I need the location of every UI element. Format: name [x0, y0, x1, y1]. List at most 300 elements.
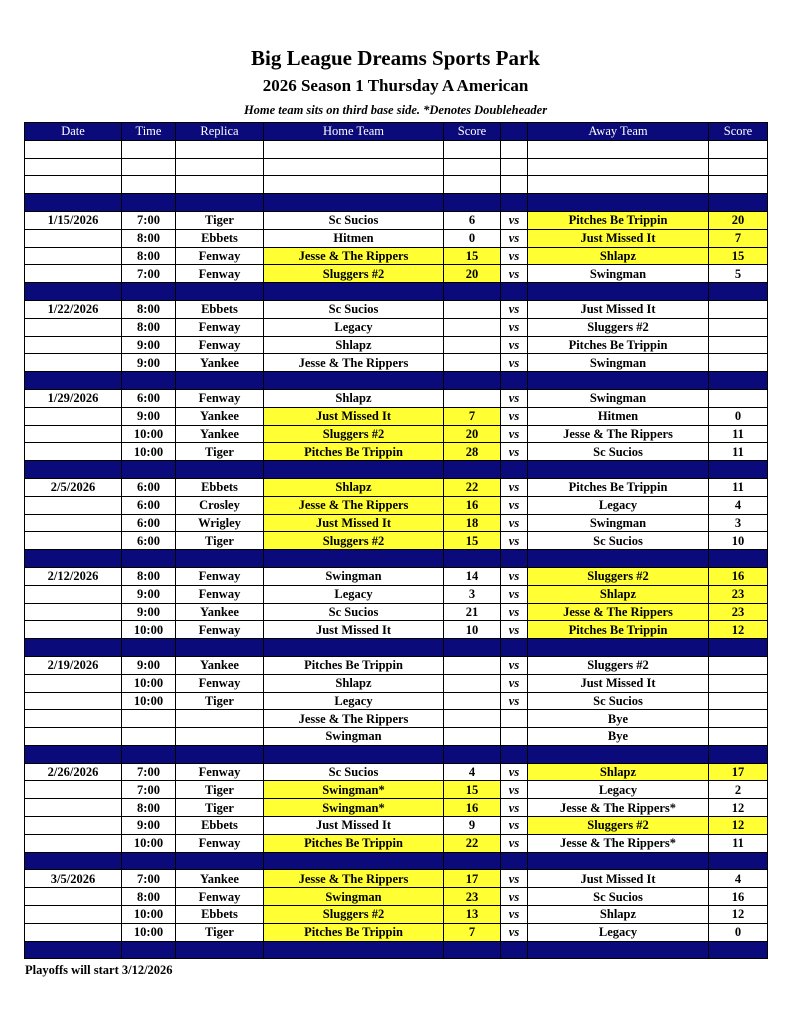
col-header-home-score: Score: [444, 123, 501, 141]
away-score-cell: 7: [709, 229, 768, 247]
vs-cell: vs: [501, 870, 528, 888]
replica-cell: Fenway: [176, 763, 264, 781]
week-separator: [25, 283, 768, 301]
time-cell: 6:00: [122, 532, 176, 550]
home-team-cell: Just Missed It: [264, 817, 444, 835]
separator-cell: [528, 283, 709, 301]
date-cell: [25, 407, 122, 425]
home-score-cell: 17: [444, 870, 501, 888]
vs-cell: vs: [501, 621, 528, 639]
away-score-cell: 20: [709, 211, 768, 229]
separator-cell: [122, 639, 176, 657]
blank-cell: [122, 140, 176, 158]
home-team-cell: Just Missed It: [264, 407, 444, 425]
blank-cell: [501, 140, 528, 158]
home-team-cell: Legacy: [264, 318, 444, 336]
home-score-cell: 21: [444, 603, 501, 621]
game-row: [25, 674, 768, 692]
blank-cell: [264, 140, 444, 158]
home-team-cell: Hitmen: [264, 229, 444, 247]
replica-cell: Yankee: [176, 354, 264, 372]
home-team-cell: Just Missed It: [264, 514, 444, 532]
separator-cell: [709, 283, 768, 301]
home-team-cell: Just Missed It: [264, 621, 444, 639]
game-row: [25, 211, 768, 229]
vs-cell: vs: [501, 300, 528, 318]
vs-cell: vs: [501, 336, 528, 354]
replica-cell: Yankee: [176, 425, 264, 443]
replica-cell: Yankee: [176, 407, 264, 425]
date-cell: [25, 354, 122, 372]
date-cell: [25, 247, 122, 265]
separator-cell: [176, 461, 264, 479]
game-row: [25, 728, 768, 746]
away-team-cell: Just Missed It: [528, 674, 709, 692]
replica-cell: Fenway: [176, 834, 264, 852]
home-score-cell: [444, 656, 501, 674]
game-row: [25, 389, 768, 407]
date-cell: 2/5/2026: [25, 478, 122, 496]
time-cell: 10:00: [122, 692, 176, 710]
home-score-cell: 15: [444, 532, 501, 550]
away-team-cell: Bye: [528, 710, 709, 728]
game-row: [25, 817, 768, 835]
game-row: [25, 799, 768, 817]
separator-cell: [501, 639, 528, 657]
separator-cell: [528, 461, 709, 479]
time-cell: 6:00: [122, 389, 176, 407]
blank-cell: [264, 176, 444, 194]
vs-cell: vs: [501, 514, 528, 532]
home-score-cell: 16: [444, 496, 501, 514]
away-team-cell: Shlapz: [528, 247, 709, 265]
away-score-cell: 4: [709, 870, 768, 888]
separator-cell: [176, 852, 264, 870]
game-row: [25, 532, 768, 550]
vs-cell: vs: [501, 318, 528, 336]
date-cell: 2/26/2026: [25, 763, 122, 781]
away-team-cell: Swingman: [528, 265, 709, 283]
home-team-cell: Legacy: [264, 692, 444, 710]
replica-cell: Yankee: [176, 870, 264, 888]
blank-cell: [528, 140, 709, 158]
blank-cell: [122, 176, 176, 194]
blank-cell: [444, 158, 501, 176]
away-team-cell: Sc Sucios: [528, 443, 709, 461]
separator-cell: [25, 372, 122, 390]
away-team-cell: Swingman: [528, 389, 709, 407]
separator-cell: [709, 461, 768, 479]
separator-cell: [25, 639, 122, 657]
away-score-cell: 12: [709, 817, 768, 835]
separator-cell: [709, 372, 768, 390]
time-cell: 10:00: [122, 425, 176, 443]
home-team-cell: Swingman*: [264, 781, 444, 799]
vs-cell: vs: [501, 354, 528, 372]
game-row: [25, 300, 768, 318]
vs-cell: [501, 728, 528, 746]
home-score-cell: [444, 728, 501, 746]
vs-cell: vs: [501, 496, 528, 514]
date-cell: [25, 318, 122, 336]
separator-cell: [176, 550, 264, 568]
home-team-cell: Pitches Be Trippin: [264, 834, 444, 852]
game-row: [25, 318, 768, 336]
game-row: [25, 923, 768, 941]
replica-cell: Yankee: [176, 603, 264, 621]
separator-cell: [528, 745, 709, 763]
home-team-cell: Sluggers #2: [264, 265, 444, 283]
separator-cell: [264, 639, 444, 657]
home-team-cell: Legacy: [264, 585, 444, 603]
date-cell: 1/22/2026: [25, 300, 122, 318]
game-row: [25, 763, 768, 781]
date-cell: [25, 906, 122, 924]
vs-cell: vs: [501, 817, 528, 835]
blank-cell: [25, 140, 122, 158]
vs-cell: vs: [501, 425, 528, 443]
away-score-cell: [709, 354, 768, 372]
home-score-cell: 18: [444, 514, 501, 532]
game-row: [25, 443, 768, 461]
time-cell: 10:00: [122, 906, 176, 924]
replica-cell: Ebbets: [176, 478, 264, 496]
separator-cell: [444, 745, 501, 763]
home-team-cell: Pitches Be Trippin: [264, 923, 444, 941]
separator-cell: [501, 194, 528, 212]
blank-cell: [444, 176, 501, 194]
blank-row: [25, 176, 768, 194]
home-team-cell: Jesse & The Rippers: [264, 710, 444, 728]
time-cell: 10:00: [122, 923, 176, 941]
vs-cell: vs: [501, 888, 528, 906]
home-score-cell: 20: [444, 265, 501, 283]
time-cell: 6:00: [122, 514, 176, 532]
date-cell: [25, 728, 122, 746]
vs-cell: vs: [501, 247, 528, 265]
away-team-cell: Sluggers #2: [528, 817, 709, 835]
home-score-cell: 22: [444, 834, 501, 852]
vs-cell: vs: [501, 603, 528, 621]
separator-cell: [444, 852, 501, 870]
home-score-cell: 14: [444, 567, 501, 585]
away-team-cell: Pitches Be Trippin: [528, 211, 709, 229]
separator-cell: [709, 941, 768, 959]
time-cell: 8:00: [122, 247, 176, 265]
game-row: [25, 354, 768, 372]
away-score-cell: 10: [709, 532, 768, 550]
date-cell: [25, 817, 122, 835]
separator-cell: [444, 194, 501, 212]
separator-cell: [25, 852, 122, 870]
away-team-cell: Pitches Be Trippin: [528, 478, 709, 496]
home-score-cell: 7: [444, 923, 501, 941]
blank-cell: [709, 176, 768, 194]
week-separator: [25, 194, 768, 212]
away-score-cell: [709, 656, 768, 674]
away-score-cell: 11: [709, 425, 768, 443]
blank-cell: [264, 158, 444, 176]
home-team-cell: Shlapz: [264, 336, 444, 354]
time-cell: 10:00: [122, 834, 176, 852]
away-team-cell: Swingman: [528, 514, 709, 532]
separator-cell: [501, 941, 528, 959]
header-row: [25, 123, 768, 141]
date-cell: [25, 834, 122, 852]
home-score-cell: 23: [444, 888, 501, 906]
time-cell: 7:00: [122, 763, 176, 781]
home-score-cell: 15: [444, 781, 501, 799]
time-cell: 9:00: [122, 336, 176, 354]
col-header-home-team: Home Team: [264, 123, 444, 141]
home-team-cell: Shlapz: [264, 478, 444, 496]
separator-cell: [176, 639, 264, 657]
vs-cell: vs: [501, 656, 528, 674]
replica-cell: [176, 728, 264, 746]
home-team-cell: Sluggers #2: [264, 906, 444, 924]
home-score-cell: 6: [444, 211, 501, 229]
replica-cell: Fenway: [176, 336, 264, 354]
blank-cell: [444, 140, 501, 158]
date-cell: [25, 923, 122, 941]
date-cell: [25, 674, 122, 692]
vs-cell: vs: [501, 906, 528, 924]
separator-cell: [122, 283, 176, 301]
blank-cell: [709, 140, 768, 158]
date-cell: [25, 532, 122, 550]
date-cell: 2/19/2026: [25, 656, 122, 674]
vs-cell: vs: [501, 692, 528, 710]
away-team-cell: Just Missed It: [528, 229, 709, 247]
home-score-cell: 0: [444, 229, 501, 247]
away-score-cell: [709, 692, 768, 710]
time-cell: 9:00: [122, 817, 176, 835]
date-cell: 3/5/2026: [25, 870, 122, 888]
separator-cell: [528, 194, 709, 212]
replica-cell: Fenway: [176, 621, 264, 639]
date-cell: [25, 496, 122, 514]
away-score-cell: 11: [709, 834, 768, 852]
replica-cell: Wrigley: [176, 514, 264, 532]
time-cell: 10:00: [122, 443, 176, 461]
away-team-cell: Hitmen: [528, 407, 709, 425]
date-cell: [25, 710, 122, 728]
vs-cell: vs: [501, 389, 528, 407]
game-row: [25, 585, 768, 603]
date-cell: [25, 621, 122, 639]
replica-cell: Yankee: [176, 656, 264, 674]
vs-cell: vs: [501, 407, 528, 425]
home-score-cell: [444, 710, 501, 728]
separator-cell: [528, 639, 709, 657]
home-team-cell: Swingman: [264, 888, 444, 906]
away-team-cell: Sc Sucios: [528, 888, 709, 906]
vs-cell: vs: [501, 443, 528, 461]
time-cell: 9:00: [122, 585, 176, 603]
away-team-cell: Just Missed It: [528, 300, 709, 318]
blank-cell: [528, 158, 709, 176]
week-separator: [25, 745, 768, 763]
away-team-cell: Sc Sucios: [528, 692, 709, 710]
date-cell: [25, 585, 122, 603]
separator-cell: [264, 372, 444, 390]
home-team-cell: Jesse & The Rippers: [264, 354, 444, 372]
separator-cell: [528, 372, 709, 390]
away-score-cell: 11: [709, 443, 768, 461]
replica-cell: Crosley: [176, 496, 264, 514]
away-team-cell: Legacy: [528, 923, 709, 941]
separator-cell: [176, 941, 264, 959]
away-score-cell: [709, 389, 768, 407]
time-cell: 6:00: [122, 478, 176, 496]
replica-cell: Fenway: [176, 888, 264, 906]
home-team-cell: Sc Sucios: [264, 300, 444, 318]
time-cell: 10:00: [122, 621, 176, 639]
time-cell: 8:00: [122, 799, 176, 817]
home-team-cell: Swingman*: [264, 799, 444, 817]
home-score-cell: [444, 354, 501, 372]
game-row: [25, 834, 768, 852]
vs-cell: vs: [501, 923, 528, 941]
blank-cell: [709, 158, 768, 176]
separator-cell: [264, 745, 444, 763]
time-cell: 9:00: [122, 656, 176, 674]
page-note: Home team sits on third base side. *Denotes Doubleheader: [243, 103, 548, 117]
blank-row: [25, 140, 768, 158]
game-row: [25, 603, 768, 621]
separator-cell: [709, 745, 768, 763]
blank-cell: [25, 158, 122, 176]
time-cell: 8:00: [122, 567, 176, 585]
vs-cell: vs: [501, 834, 528, 852]
home-team-cell: Swingman: [264, 567, 444, 585]
home-team-cell: Shlapz: [264, 674, 444, 692]
replica-cell: Fenway: [176, 674, 264, 692]
game-row: [25, 514, 768, 532]
game-row: [25, 336, 768, 354]
home-score-cell: 20: [444, 425, 501, 443]
away-team-cell: Shlapz: [528, 585, 709, 603]
week-separator: [25, 852, 768, 870]
separator-cell: [528, 852, 709, 870]
date-cell: [25, 781, 122, 799]
home-score-cell: [444, 674, 501, 692]
game-row: [25, 496, 768, 514]
blank-row: [25, 158, 768, 176]
replica-cell: Tiger: [176, 443, 264, 461]
away-team-cell: Shlapz: [528, 763, 709, 781]
home-score-cell: 9: [444, 817, 501, 835]
game-row: [25, 621, 768, 639]
date-cell: [25, 692, 122, 710]
game-row: [25, 870, 768, 888]
game-row: [25, 407, 768, 425]
home-score-cell: 22: [444, 478, 501, 496]
home-team-cell: Sc Sucios: [264, 211, 444, 229]
game-row: [25, 906, 768, 924]
separator-cell: [709, 194, 768, 212]
game-row: [25, 692, 768, 710]
col-header-replica: Replica: [176, 123, 264, 141]
vs-cell: vs: [501, 567, 528, 585]
separator-cell: [25, 745, 122, 763]
schedule-table: [24, 122, 768, 959]
away-score-cell: 4: [709, 496, 768, 514]
separator-cell: [176, 194, 264, 212]
blank-cell: [501, 176, 528, 194]
separator-cell: [264, 941, 444, 959]
separator-cell: [501, 745, 528, 763]
date-cell: [25, 443, 122, 461]
home-score-cell: 28: [444, 443, 501, 461]
blank-cell: [176, 140, 264, 158]
blank-cell: [176, 158, 264, 176]
separator-cell: [25, 283, 122, 301]
separator-cell: [501, 852, 528, 870]
home-team-cell: Swingman: [264, 728, 444, 746]
separator-cell: [709, 852, 768, 870]
time-cell: 7:00: [122, 870, 176, 888]
home-team-cell: Pitches Be Trippin: [264, 443, 444, 461]
away-team-cell: Jesse & The Rippers: [528, 603, 709, 621]
blank-cell: [122, 158, 176, 176]
vs-cell: vs: [501, 211, 528, 229]
away-score-cell: 16: [709, 567, 768, 585]
replica-cell: Tiger: [176, 692, 264, 710]
away-team-cell: Sc Sucios: [528, 532, 709, 550]
away-score-cell: 12: [709, 621, 768, 639]
home-score-cell: [444, 318, 501, 336]
separator-cell: [122, 194, 176, 212]
game-row: [25, 710, 768, 728]
separator-cell: [501, 372, 528, 390]
away-score-cell: 16: [709, 888, 768, 906]
separator-cell: [444, 372, 501, 390]
date-cell: [25, 229, 122, 247]
blank-cell: [501, 158, 528, 176]
separator-cell: [176, 372, 264, 390]
separator-cell: [501, 550, 528, 568]
game-row: [25, 781, 768, 799]
time-cell: 8:00: [122, 318, 176, 336]
replica-cell: Ebbets: [176, 229, 264, 247]
game-row: [25, 247, 768, 265]
away-score-cell: 0: [709, 923, 768, 941]
blank-cell: [176, 176, 264, 194]
separator-cell: [528, 550, 709, 568]
game-row: [25, 265, 768, 283]
separator-cell: [25, 941, 122, 959]
time-cell: [122, 710, 176, 728]
blank-cell: [25, 176, 122, 194]
game-row: [25, 656, 768, 674]
page-subtitle: 2026 Season 1 Thursday A American: [262, 76, 529, 95]
time-cell: 8:00: [122, 300, 176, 318]
page-title: Big League Dreams Sports Park: [251, 46, 540, 70]
home-score-cell: [444, 336, 501, 354]
separator-cell: [444, 283, 501, 301]
separator-cell: [709, 550, 768, 568]
replica-cell: Ebbets: [176, 817, 264, 835]
separator-cell: [501, 461, 528, 479]
separator-cell: [264, 194, 444, 212]
away-score-cell: 17: [709, 763, 768, 781]
time-cell: 9:00: [122, 603, 176, 621]
col-header-vs: [501, 123, 528, 141]
away-team-cell: Legacy: [528, 781, 709, 799]
separator-cell: [444, 639, 501, 657]
replica-cell: Tiger: [176, 923, 264, 941]
